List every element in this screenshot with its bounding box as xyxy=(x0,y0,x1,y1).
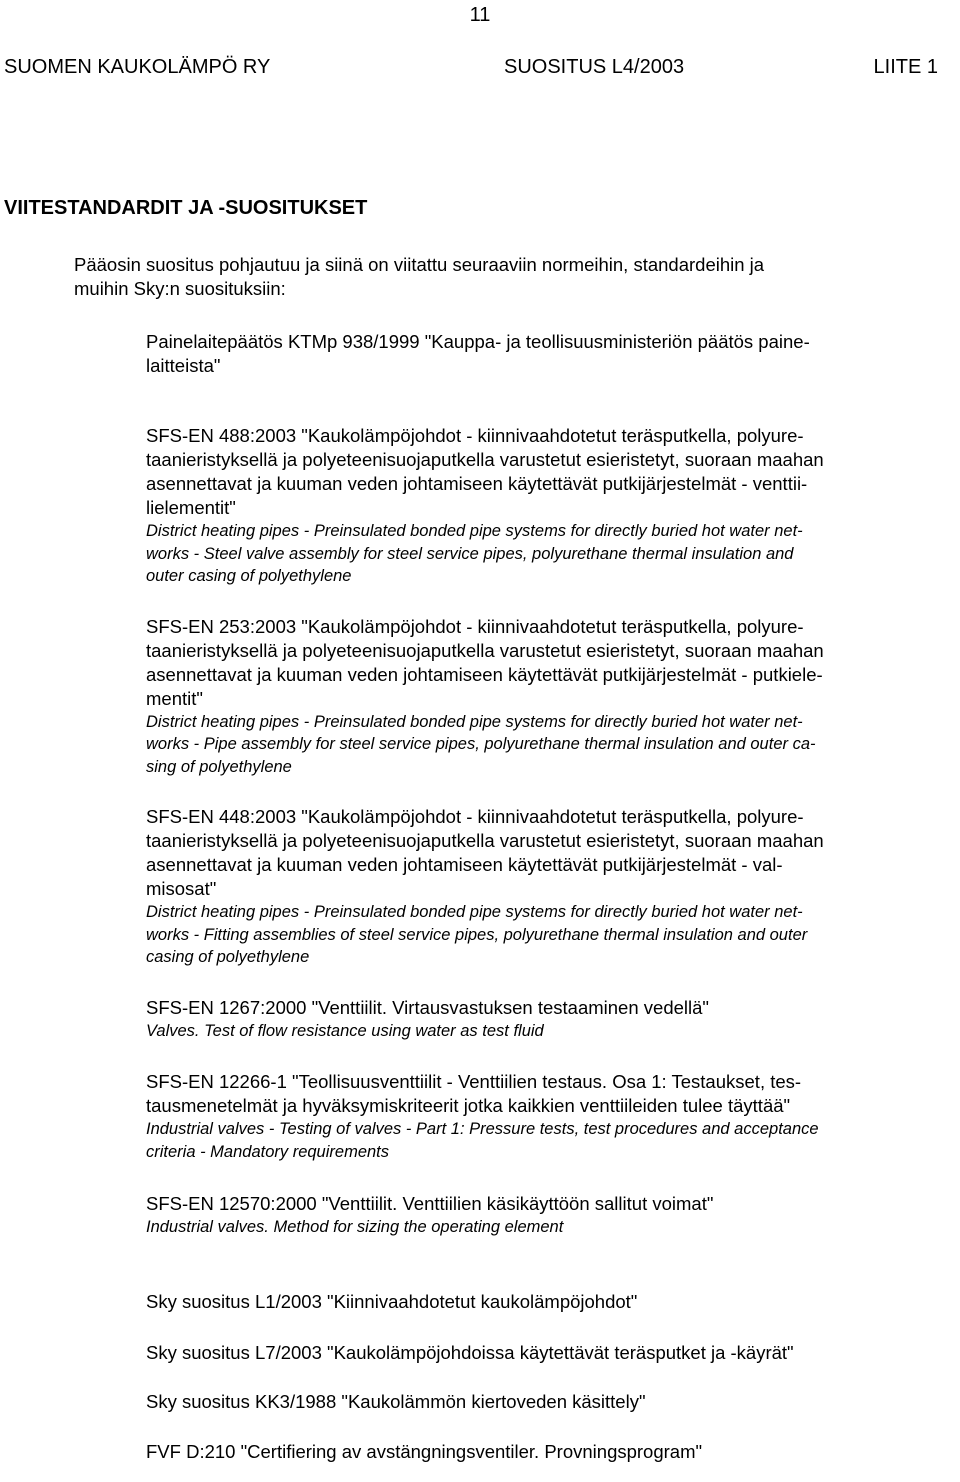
header-appendix: LIITE 1 xyxy=(873,56,938,78)
reference-finnish xyxy=(146,1390,956,1414)
text-line: lielementit" xyxy=(146,497,236,518)
page-number: 11 xyxy=(469,4,491,26)
reference-entry xyxy=(146,615,956,779)
text-line: sing of polyethylene xyxy=(146,757,292,776)
text-line: SFS-EN 1267:2000 "Venttiilit. Virtausvastuksen testaaminen vedellä" xyxy=(146,996,709,1018)
reference-finnish xyxy=(146,1070,956,1118)
text-line: works - Steel valve assembly for steel service pipes, polyurethane thermal insulation and xyxy=(146,544,794,563)
reference-finnish xyxy=(146,1440,956,1464)
text-line: tausmenetelmät ja hyväksymiskriteerit jotka kaikkien venttiileiden tulee täyttää" xyxy=(146,1095,791,1116)
reference-entry xyxy=(146,1070,956,1163)
text-line: asennettavat ja kuuman veden johtamiseen käytettävät putkijärjestelmät - putkiele- xyxy=(146,663,823,685)
reference-entry xyxy=(146,424,956,588)
text-line: SFS-EN 253:2003 "Kaukolämpöjohdot - kiinnivaahdotetut teräsputkella, polyure- xyxy=(146,615,804,637)
reference-english xyxy=(146,711,956,779)
reference-finnish xyxy=(146,805,956,901)
reference-list xyxy=(146,330,956,1464)
text-line: Sky suositus L1/2003 "Kiinnivaahdotetut kaukolämpöjohdot" xyxy=(146,1290,638,1312)
text-line: Painelaitepäätös KTMp 938/1999 "Kauppa- ja teollisuusministeriön päätös paine- xyxy=(146,331,810,352)
text-line: works - Pipe assembly for steel service pipes, polyurethane thermal insulation and outer ca- xyxy=(146,735,816,753)
reference-entry xyxy=(146,996,956,1043)
intro-paragraph xyxy=(74,253,954,301)
reference-english xyxy=(146,1020,956,1043)
reference-entry xyxy=(146,330,956,378)
text-line: mentit" xyxy=(146,687,203,709)
text-line: works - Fitting assemblies of steel service pipes, polyurethane thermal insulation and outer xyxy=(146,925,808,944)
text-line: criteria - Mandatory requirements xyxy=(146,1142,390,1161)
text-line: asennettavat ja kuuman veden johtamiseen käytettävät putkijärjestelmät - venttii- xyxy=(146,473,808,494)
text-line: SFS-EN 488:2003 "Kaukolämpöjohdot - kiinnivaahdotetut teräsputkella, polyure- xyxy=(146,425,804,446)
text-line: FVF D:210 "Certifiering av avstängningsventiler. Provningsprogram" xyxy=(146,1440,703,1462)
reference-entry xyxy=(146,1290,956,1314)
reference-entry xyxy=(146,1390,956,1414)
text-line: misosat" xyxy=(146,878,217,899)
text-line: Sky suositus L7/2003 "Kaukolämpöjohdoissa käytettävät teräsputket ja -käyrät" xyxy=(146,1341,794,1363)
reference-finnish xyxy=(146,615,956,711)
text-line: District heating pipes - Preinsulated bonded pipe systems for directly buried hot water net- xyxy=(146,903,803,921)
text-line: asennettavat ja kuuman veden johtamiseen käytettävät putkijärjestelmät - val- xyxy=(146,854,783,875)
text-line: Sky suositus KK3/1988 "Kaukolämmön kiertoveden käsittely" xyxy=(146,1390,646,1412)
reference-english xyxy=(146,1216,956,1239)
reference-finnish xyxy=(146,1192,956,1216)
text-line: taanieristyksellä ja polyeteenisuojaputkella varustetut esieristetyt, suoraan maahan xyxy=(146,639,824,661)
reference-english xyxy=(146,520,956,588)
text-line: taanieristyksellä ja polyeteenisuojaputkella varustetut esieristetyt, suoraan maahan xyxy=(146,449,824,470)
reference-finnish xyxy=(146,996,956,1020)
text-line: SFS-EN 448:2003 "Kaukolämpöjohdot - kiinnivaahdotetut teräsputkella, polyure- xyxy=(146,806,804,827)
text-line: SFS-EN 12266-1 "Teollisuusventtiilit - Venttiilien testaus. Osa 1: Testaukset, tes- xyxy=(146,1071,802,1092)
intro-line: Pääosin suositus pohjautuu ja siinä on viitattu seuraaviin normeihin, standardeihin ja xyxy=(74,254,765,275)
text-line: Industrial valves - Testing of valves - Part 1: Pressure tests, test procedures and acceptance xyxy=(146,1120,819,1138)
text-line: District heating pipes - Preinsulated bonded pipe systems for directly buried hot water net- xyxy=(146,712,803,731)
text-line: taanieristyksellä ja polyeteenisuojaputkella varustetut esieristetyt, suoraan maahan xyxy=(146,830,824,851)
section-title: VIITESTANDARDIT JA -SUOSITUKSET xyxy=(4,197,368,219)
reference-english xyxy=(146,1118,956,1163)
text-line: Valves. Test of flow resistance using water as test fluid xyxy=(146,1021,544,1040)
text-line: District heating pipes - Preinsulated bonded pipe systems for directly buried hot water net- xyxy=(146,522,803,540)
reference-english xyxy=(146,901,956,969)
text-line: laitteista" xyxy=(146,355,221,376)
reference-entry xyxy=(146,1341,956,1365)
reference-finnish xyxy=(146,424,956,520)
reference-entry xyxy=(146,1192,956,1239)
reference-finnish xyxy=(146,330,956,378)
reference-finnish xyxy=(146,1290,956,1314)
reference-entry xyxy=(146,805,956,969)
text-line: SFS-EN 12570:2000 "Venttiilit. Venttiilien käsikäyttöön sallitut voimat" xyxy=(146,1193,714,1214)
reference-finnish xyxy=(146,1341,956,1365)
intro-line: muihin Sky:n suosituksiin: xyxy=(74,278,286,299)
reference-entry xyxy=(146,1440,956,1464)
header-organization: SUOMEN KAUKOLÄMPÖ RY xyxy=(4,56,271,78)
header-recommendation: SUOSITUS L4/2003 xyxy=(504,56,685,78)
text-line: outer casing of polyethylene xyxy=(146,567,352,585)
text-line: casing of polyethylene xyxy=(146,948,310,966)
text-line: Industrial valves. Method for sizing the operating element xyxy=(146,1218,564,1236)
